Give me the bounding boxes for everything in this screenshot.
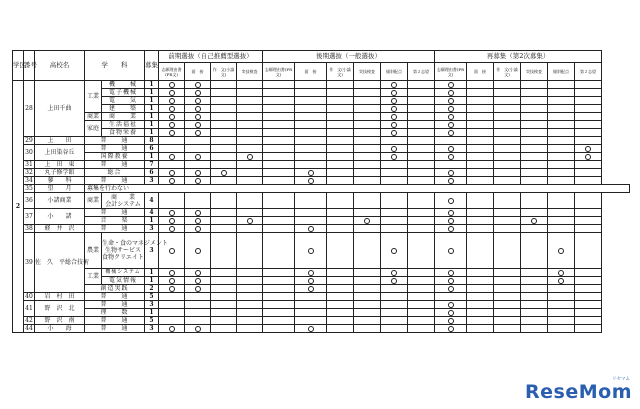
circle-mark [391,130,397,136]
circle-mark [585,146,591,152]
department-name: 普 通 [85,177,145,185]
circle-mark [448,218,454,224]
school-number: 32 [25,169,33,176]
department-name: 電 気 [102,97,145,105]
group-label: 工業 [85,81,102,113]
circle-mark [391,82,397,88]
circle-mark [169,218,175,224]
circle-mark [308,270,314,276]
circle-mark [169,210,175,216]
circle-mark [308,170,314,176]
circle-mark [308,278,314,284]
school-number: 38 [25,225,33,232]
col-late-interview: 面 接 [295,63,327,81]
circle-mark [558,278,564,284]
circle-mark [448,210,454,216]
quota-value: 6 [145,169,159,177]
circle-mark [195,278,201,284]
circle-mark [308,226,314,232]
quota-value: 1 [145,89,159,97]
col-recruit-essay: 作 文(小論文) [494,63,521,81]
circle-mark [391,98,397,104]
circle-mark [195,178,201,184]
department-name: 商 業 会計システム [102,193,145,209]
department-name: 普 通 [85,293,145,301]
col-early-practical: 実技検査 [237,63,263,81]
circle-mark [169,270,175,276]
school-name: 野 沢 北 [35,301,85,317]
circle-mark [195,122,201,128]
group-label: 商業 [85,193,102,209]
col-late-second-choice: 第２志望 [408,63,435,81]
circle-mark [169,90,175,96]
brand-logo-sub: リセマム [612,377,630,382]
circle-mark [391,106,397,112]
circle-mark [391,122,397,128]
circle-mark [169,106,175,112]
quota-value: 5 [145,293,159,301]
group-label: 家庭 [85,121,102,137]
col-early-essay: 作 文(小論文) [211,63,237,81]
circle-mark [391,90,397,96]
circle-mark [221,170,227,176]
department-name: 食物栄養 [102,129,145,137]
quota-value: 7 [145,161,159,169]
header-district: 学区 [13,51,24,81]
col-recruit-weighting: 傾斜配点 [548,63,575,81]
col-early-interview: 面 接 [185,63,211,81]
circle-mark [448,310,454,316]
col-recruit-interview: 面 接 [467,63,494,81]
circle-mark [364,218,370,224]
circle-mark [558,248,564,254]
circle-mark [448,178,454,184]
circle-mark [169,178,175,184]
circle-mark [195,130,201,136]
circle-mark [531,218,537,224]
col-late-weighting: 傾斜配点 [381,63,408,81]
header-school: 高校名 [35,51,85,81]
no-recruitment-note: 募集を行わない [85,185,630,193]
school-name: 丸子修学館 [35,169,85,177]
quota-value: 4 [145,193,159,209]
quota-value: 2 [145,285,159,293]
school-number: 28 [24,81,35,137]
circle-mark [448,326,454,332]
circle-mark [448,114,454,120]
quota-value: 3 [145,225,159,233]
quota-value: 3 [145,301,159,309]
school-name: 佐 久 平総合技術 [35,233,85,293]
circle-mark [195,98,201,104]
circle-mark [308,178,314,184]
header-early-selection: 前期選抜（自己推薦型選抜） [159,51,263,63]
admission-table [12,50,630,394]
circle-mark [169,114,175,120]
circle-mark [448,318,454,324]
circle-mark [448,286,454,292]
school-number: 29 [25,137,33,144]
school-name: 上田千曲 [35,81,85,137]
circle-mark [448,90,454,96]
circle-mark [391,154,397,160]
department-name: 電子機械 [102,89,145,97]
school-number: 35 [25,185,33,192]
header-quota: 募集 [145,51,159,81]
department-name: 音 楽 [85,217,145,225]
circle-mark [448,82,454,88]
col-early-pr: 志願理由書(PR文) [159,63,185,81]
department-name: 普 通 [85,225,145,233]
circle-mark [448,248,454,254]
school-number: 44 [25,325,33,332]
circle-mark [448,226,454,232]
circle-mark [195,270,201,276]
circle-mark [448,270,454,276]
col-late-practical: 実技検査 [354,63,381,81]
circle-mark [169,226,175,232]
department-name: 普 通 [85,145,145,153]
department-name: 国際教養 [85,153,145,161]
col-recruit-second-choice: 第２志望 [575,63,602,81]
group-label: 商業 [85,113,102,121]
quota-value: 1 [145,81,159,89]
department-name: 生活福祉 [102,121,145,129]
department-name: 電気情報 [102,277,145,285]
group-label: 農業 [85,233,102,269]
brand-logo: ReseMom [525,381,632,403]
circle-mark [247,218,253,224]
quota-value: 1 [145,121,159,129]
circle-mark [247,154,253,160]
circle-mark [448,122,454,128]
circle-mark [169,248,175,254]
school-name: 望 月 [35,185,85,193]
circle-mark [391,146,397,152]
department-name: 普 通 [85,137,145,145]
department-name: 普 通 [85,317,145,325]
department-name: 普 通 [85,209,145,217]
col-late-essay: 作 文(小論文) [327,63,354,81]
department-name: 建 築 [102,105,145,113]
quota-value: 1 [145,129,159,137]
quota-value: 8 [145,137,159,145]
circle-mark [195,218,201,224]
circle-mark [195,210,201,216]
col-recruit-pr: 志願理由書(PR文) [435,63,467,81]
circle-mark [448,154,454,160]
quota-value: 1 [145,269,159,277]
school-number: 37 [24,209,35,225]
school-name: 軽 井 沢 [35,225,85,233]
school-number: 40 [25,293,33,300]
circle-mark [448,106,454,112]
quota-value: 6 [145,145,159,153]
circle-mark [195,326,201,332]
quota-value: 1 [145,217,159,225]
circle-mark [169,122,175,128]
circle-mark [391,114,397,120]
col-late-pr: 志願理由書(PR文) [263,63,295,81]
group-label: 工業 [85,269,102,285]
department-name: 機 械 [102,81,145,89]
header-department: 学 科 [85,51,145,81]
quota-value: 1 [145,277,159,285]
circle-mark [308,326,314,332]
school-name: 小諸商業 [35,193,85,209]
department-name: 理 数 [85,309,145,317]
circle-mark [169,154,175,160]
circle-mark [391,248,397,254]
circle-mark [169,98,175,104]
quota-value: 1 [145,113,159,121]
school-name: 野 沢 南 [35,317,85,325]
circle-mark [448,170,454,176]
circle-mark [169,170,175,176]
quota-value: 5 [145,317,159,325]
school-number: 41 [24,301,35,317]
circle-mark [448,302,454,308]
circle-mark [169,278,175,284]
school-name: 上 田 [35,137,85,145]
quota-value: 1 [145,153,159,161]
circle-mark [195,82,201,88]
circle-mark [558,270,564,276]
circle-mark [195,114,201,120]
quota-value: 3 [145,177,159,185]
school-number: 39 [24,233,35,293]
department-name: 生命・食のマネジメント 生物サービス 食物クリエイト [102,233,145,269]
circle-mark [448,198,454,204]
quota-value: 3 [145,325,159,333]
circle-mark [195,286,201,292]
department-name: 普 通 [85,301,145,309]
department-name: 普 通 [85,325,145,333]
school-name: 蓼 科 [35,177,85,185]
district-cell: 2 [13,81,24,333]
department-name: 普 通 [85,161,145,169]
quota-value: 4 [145,209,159,217]
department-name: 商 業 [102,113,145,121]
header-recruitment: 再募集（第2次募集） [435,51,602,63]
school-name: 岩 村 田 [35,293,85,301]
circle-mark [195,248,201,254]
department-name: 機械システム [102,269,145,277]
school-number: 36 [24,193,35,209]
quota-value: 1 [145,309,159,317]
col-recruit-practical: 実技検査 [521,63,548,81]
school-name: 上 田 東 [35,161,85,169]
circle-mark [195,154,201,160]
header-number: 番号 [24,51,35,81]
circle-mark [448,98,454,104]
circle-mark [585,154,591,160]
quota-value: 3 [145,233,159,269]
selection-method-table [12,50,630,333]
header-late-selection: 後期選抜（一般選抜） [263,51,435,63]
circle-mark [448,130,454,136]
circle-mark [308,286,314,292]
school-number: 31 [25,161,33,168]
circle-mark [448,146,454,152]
school-name: 上田染谷丘 [35,145,85,161]
circle-mark [169,326,175,332]
circle-mark [448,278,454,284]
circle-mark [195,226,201,232]
school-name: 小 海 [35,325,85,333]
school-number: 30 [24,145,35,161]
circle-mark [195,90,201,96]
school-number: 42 [25,317,33,324]
department-name: 総合 [85,169,145,177]
quota-value: 1 [145,105,159,113]
circle-mark [195,170,201,176]
quota-value: 1 [145,97,159,105]
circle-mark [391,270,397,276]
department-name: 創造実践 [85,285,145,293]
school-number: 34 [25,177,33,184]
circle-mark [308,248,314,254]
circle-mark [169,286,175,292]
circle-mark [195,106,201,112]
circle-mark [391,278,397,284]
circle-mark [169,130,175,136]
school-name: 小 諸 [35,209,85,225]
circle-mark [169,82,175,88]
